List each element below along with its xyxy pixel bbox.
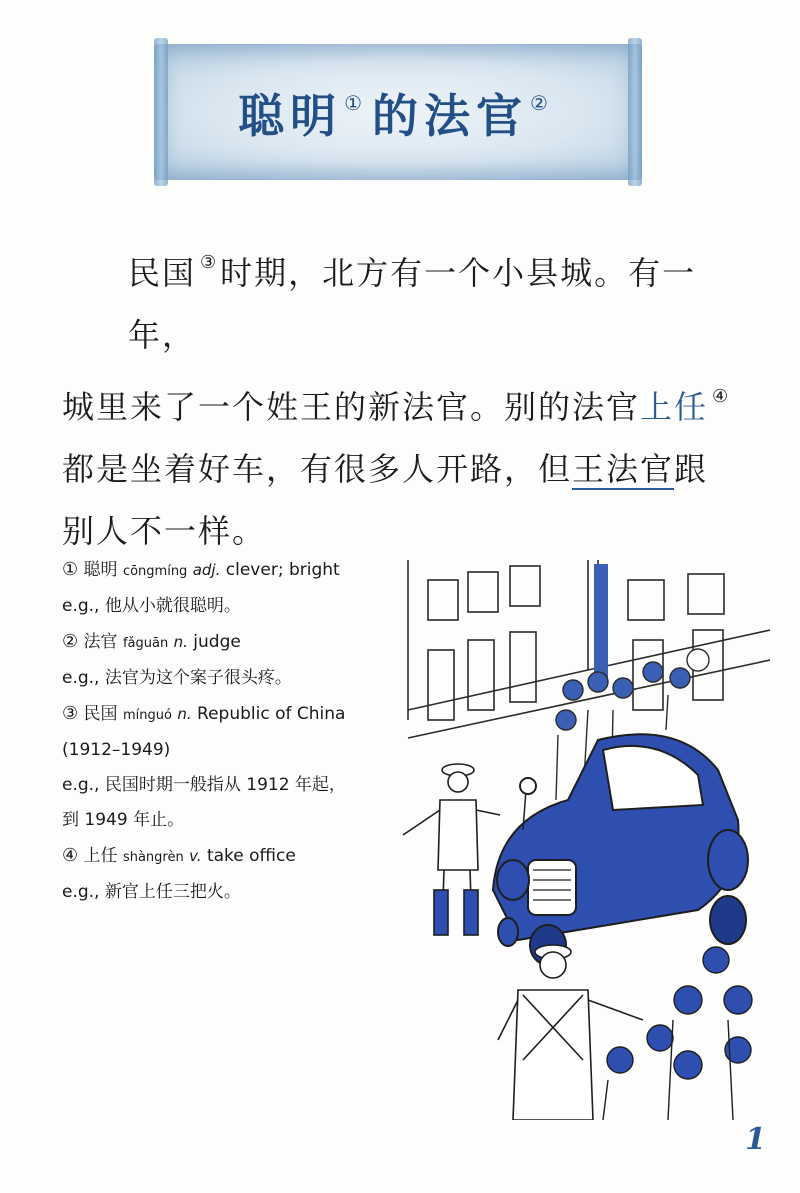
- para-text: 时期，北方有一个小县城。有一年，: [128, 254, 697, 354]
- title-text-b: 的法官: [372, 89, 528, 143]
- note-example-2: e.g., 法官为这个案子很头疼。: [62, 668, 292, 688]
- note-pos: adj.: [192, 561, 221, 579]
- footnote-mark-4: ④: [712, 386, 729, 407]
- note-word: 民国: [83, 704, 118, 724]
- note-example-3: e.g., 民国时期一般指从 1912 年起，: [62, 775, 346, 795]
- note-number: ②: [62, 631, 79, 652]
- note-meaning-cont-3: (1912–1949): [62, 740, 171, 760]
- note-head-4: [62, 838, 392, 875]
- foreground-policeman: [498, 945, 643, 1120]
- note-pinyin: cōngmíng: [122, 564, 188, 579]
- note-pinyin: mínguó: [122, 708, 172, 723]
- note-meaning: judge: [193, 632, 241, 652]
- para-line-1: [62, 232, 742, 366]
- note-number: ①: [62, 559, 79, 580]
- title-footnote-mark-2: ②: [530, 91, 548, 115]
- note-word: 法官: [83, 632, 118, 652]
- note-pos: v.: [189, 847, 202, 865]
- note-example-1: e.g., 他从小就很聪明。: [62, 596, 241, 616]
- note-word: 聪明: [83, 560, 118, 580]
- title-banner: [154, 44, 642, 180]
- para-line-3: [62, 438, 742, 500]
- street-scene-illustration: [398, 560, 770, 1120]
- para-line-2: [62, 366, 742, 438]
- traffic-policeman: [403, 764, 500, 935]
- note-pos: n.: [177, 705, 192, 723]
- para-text: 民国: [128, 254, 197, 292]
- note-meaning: Republic of China: [197, 704, 346, 724]
- note-head-1: [62, 552, 392, 589]
- vocabulary-notes: [62, 552, 392, 910]
- para-text: 跟: [674, 450, 709, 488]
- note-meaning: clever; bright: [225, 560, 340, 580]
- note-example-4: e.g., 新官上任三把火。: [62, 882, 241, 902]
- foreground-crowd: [603, 947, 752, 1120]
- note-head-3: [62, 696, 392, 733]
- story-paragraph: [62, 232, 742, 562]
- note-meaning: take office: [206, 846, 296, 866]
- para-text: 城里来了一个姓王的新法官。别的法官: [62, 388, 641, 426]
- highlighted-word: 上任: [640, 388, 709, 426]
- note-word: 上任: [83, 846, 118, 866]
- title-text-a: 聪明: [238, 89, 343, 143]
- note-pos: n.: [173, 633, 188, 651]
- note-number: ④: [62, 845, 79, 866]
- para-line-4: 别人不一样。: [62, 512, 267, 550]
- note-head-2: [62, 624, 392, 661]
- page-title: [154, 80, 642, 146]
- note-pinyin: shàngrèn: [122, 850, 184, 865]
- building: [408, 560, 770, 738]
- para-text: 都是坐着好车，有很多人开路，但: [62, 450, 573, 488]
- title-footnote-mark-1: ①: [344, 91, 362, 115]
- underlined-name: 王法官: [572, 450, 675, 488]
- car: [493, 734, 748, 965]
- footnote-mark-3: ③: [200, 252, 217, 273]
- page-number: 1: [745, 1122, 766, 1157]
- note-example-cont-3: 到 1949 年止。: [62, 810, 185, 830]
- note-pinyin: fǎguān: [122, 636, 169, 651]
- note-number: ③: [62, 703, 79, 724]
